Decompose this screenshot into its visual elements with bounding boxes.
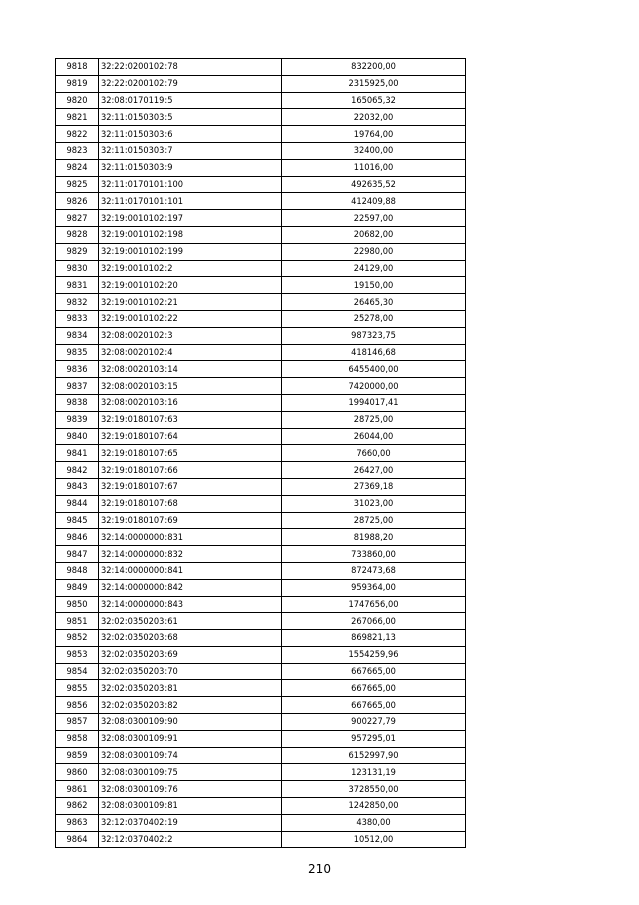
table-row [56, 142, 466, 159]
row-number-cell: 9821 [56, 109, 99, 126]
row-number-cell: 9862 [56, 798, 99, 815]
table-row [56, 226, 466, 243]
row-number-cell: 9843 [56, 478, 99, 495]
row-number-cell: 9846 [56, 529, 99, 546]
cadastral-number-cell: 32:19:0010102:20 [99, 277, 282, 294]
table-row [56, 546, 466, 563]
table-row [56, 159, 466, 176]
cadastral-number-cell: 32:19:0010102:197 [99, 210, 282, 227]
table-row [56, 75, 466, 92]
value-cell: 25278,00 [282, 310, 466, 327]
table-row [56, 378, 466, 395]
table-row [56, 428, 466, 445]
cadastral-number-cell: 32:08:0300109:81 [99, 798, 282, 815]
table-row [56, 294, 466, 311]
table-row [56, 814, 466, 831]
row-number-cell: 9856 [56, 697, 99, 714]
row-number-cell: 9824 [56, 159, 99, 176]
value-cell: 7420000,00 [282, 378, 466, 395]
data-table [55, 58, 466, 848]
value-cell: 22597,00 [282, 210, 466, 227]
value-cell: 1554259,96 [282, 646, 466, 663]
row-number-cell: 9832 [56, 294, 99, 311]
cadastral-number-cell: 32:08:0300109:74 [99, 747, 282, 764]
cadastral-number-cell: 32:11:0170101:100 [99, 176, 282, 193]
row-number-cell: 9828 [56, 226, 99, 243]
table-row [56, 243, 466, 260]
cadastral-number-cell: 32:08:0020102:4 [99, 344, 282, 361]
cadastral-number-cell: 32:14:0000000:831 [99, 529, 282, 546]
cadastral-number-cell: 32:08:0300109:75 [99, 764, 282, 781]
row-number-cell: 9835 [56, 344, 99, 361]
row-number-cell: 9834 [56, 327, 99, 344]
value-cell: 123131,19 [282, 764, 466, 781]
cadastral-number-cell: 32:19:0180107:66 [99, 462, 282, 479]
row-number-cell: 9823 [56, 142, 99, 159]
value-cell: 267066,00 [282, 613, 466, 630]
cadastral-number-cell: 32:02:0350203:68 [99, 630, 282, 647]
table-row [56, 646, 466, 663]
row-number-cell: 9844 [56, 495, 99, 512]
cadastral-number-cell: 32:19:0180107:64 [99, 428, 282, 445]
table-row [56, 411, 466, 428]
cadastral-number-cell: 32:08:0170119:5 [99, 92, 282, 109]
table-row [56, 59, 466, 76]
table-row [56, 193, 466, 210]
row-number-cell: 9827 [56, 210, 99, 227]
value-cell: 22032,00 [282, 109, 466, 126]
value-cell: 81988,20 [282, 529, 466, 546]
row-number-cell: 9840 [56, 428, 99, 445]
row-number-cell: 9822 [56, 126, 99, 143]
value-cell: 6152997,90 [282, 747, 466, 764]
row-number-cell: 9825 [56, 176, 99, 193]
value-cell: 165065,32 [282, 92, 466, 109]
table-row [56, 714, 466, 731]
table-row [56, 344, 466, 361]
cadastral-number-cell: 32:08:0300109:76 [99, 781, 282, 798]
cadastral-number-cell: 32:19:0010102:2 [99, 260, 282, 277]
row-number-cell: 9847 [56, 546, 99, 563]
row-number-cell: 9861 [56, 781, 99, 798]
value-cell: 987323,75 [282, 327, 466, 344]
row-number-cell: 9839 [56, 411, 99, 428]
row-number-cell: 9833 [56, 310, 99, 327]
row-number-cell: 9841 [56, 445, 99, 462]
value-cell: 20682,00 [282, 226, 466, 243]
value-cell: 26465,30 [282, 294, 466, 311]
table-row [56, 680, 466, 697]
row-number-cell: 9842 [56, 462, 99, 479]
row-number-cell: 9848 [56, 562, 99, 579]
table-row [56, 92, 466, 109]
page-number: 210 [308, 862, 331, 876]
cadastral-number-cell: 32:12:0370402:19 [99, 814, 282, 831]
value-cell: 28725,00 [282, 411, 466, 428]
table-row [56, 831, 466, 848]
table-row [56, 798, 466, 815]
value-cell: 869821,13 [282, 630, 466, 647]
cadastral-number-cell: 32:11:0150303:5 [99, 109, 282, 126]
table-row [56, 260, 466, 277]
row-number-cell: 9864 [56, 831, 99, 848]
value-cell: 959364,00 [282, 579, 466, 596]
table-row [56, 327, 466, 344]
table-row [56, 613, 466, 630]
cadastral-number-cell: 32:19:0180107:63 [99, 411, 282, 428]
value-cell: 872473,68 [282, 562, 466, 579]
cadastral-number-cell: 32:22:0200102:78 [99, 59, 282, 76]
value-cell: 7660,00 [282, 445, 466, 462]
value-cell: 27369,18 [282, 478, 466, 495]
table-row [56, 310, 466, 327]
cadastral-number-cell: 32:02:0350203:81 [99, 680, 282, 697]
table-row [56, 445, 466, 462]
cadastral-number-cell: 32:19:0010102:198 [99, 226, 282, 243]
table-row [56, 176, 466, 193]
value-cell: 31023,00 [282, 495, 466, 512]
table-row [56, 630, 466, 647]
cadastral-number-cell: 32:19:0180107:65 [99, 445, 282, 462]
cadastral-number-cell: 32:02:0350203:61 [99, 613, 282, 630]
row-number-cell: 9838 [56, 394, 99, 411]
cadastral-number-cell: 32:08:0300109:91 [99, 730, 282, 747]
row-number-cell: 9860 [56, 764, 99, 781]
cadastral-number-cell: 32:08:0020103:14 [99, 361, 282, 378]
row-number-cell: 9845 [56, 512, 99, 529]
table-row [56, 512, 466, 529]
table-row [56, 596, 466, 613]
cadastral-number-cell: 32:08:0300109:90 [99, 714, 282, 731]
value-cell: 1747656,00 [282, 596, 466, 613]
value-cell: 32400,00 [282, 142, 466, 159]
cadastral-number-cell: 32:14:0000000:841 [99, 562, 282, 579]
row-number-cell: 9820 [56, 92, 99, 109]
table-row [56, 495, 466, 512]
table-row [56, 529, 466, 546]
cadastral-number-cell: 32:19:0010102:199 [99, 243, 282, 260]
table-row [56, 462, 466, 479]
value-cell: 24129,00 [282, 260, 466, 277]
cadastral-number-cell: 32:14:0000000:843 [99, 596, 282, 613]
cadastral-number-cell: 32:02:0350203:69 [99, 646, 282, 663]
row-number-cell: 9857 [56, 714, 99, 731]
row-number-cell: 9826 [56, 193, 99, 210]
value-cell: 667665,00 [282, 663, 466, 680]
cadastral-number-cell: 32:12:0370402:2 [99, 831, 282, 848]
value-cell: 26427,00 [282, 462, 466, 479]
row-number-cell: 9836 [56, 361, 99, 378]
value-cell: 2315925,00 [282, 75, 466, 92]
value-cell: 418146,68 [282, 344, 466, 361]
row-number-cell: 9855 [56, 680, 99, 697]
table-row [56, 562, 466, 579]
table-row [56, 126, 466, 143]
cadastral-number-cell: 32:08:0020103:15 [99, 378, 282, 395]
cadastral-number-cell: 32:11:0150303:7 [99, 142, 282, 159]
value-cell: 19764,00 [282, 126, 466, 143]
cadastral-number-cell: 32:22:0200102:79 [99, 75, 282, 92]
value-cell: 492635,52 [282, 176, 466, 193]
row-number-cell: 9837 [56, 378, 99, 395]
cadastral-number-cell: 32:08:0020103:16 [99, 394, 282, 411]
table-row [56, 781, 466, 798]
cadastral-number-cell: 32:14:0000000:832 [99, 546, 282, 563]
value-cell: 667665,00 [282, 680, 466, 697]
row-number-cell: 9830 [56, 260, 99, 277]
value-cell: 4380,00 [282, 814, 466, 831]
value-cell: 733860,00 [282, 546, 466, 563]
table-row [56, 478, 466, 495]
value-cell: 10512,00 [282, 831, 466, 848]
value-cell: 832200,00 [282, 59, 466, 76]
cadastral-number-cell: 32:19:0010102:21 [99, 294, 282, 311]
table-row [56, 277, 466, 294]
cadastral-number-cell: 32:11:0150303:9 [99, 159, 282, 176]
table-row [56, 730, 466, 747]
row-number-cell: 9829 [56, 243, 99, 260]
value-cell: 667665,00 [282, 697, 466, 714]
row-number-cell: 9859 [56, 747, 99, 764]
cadastral-number-cell: 32:19:0180107:67 [99, 478, 282, 495]
value-cell: 1994017,41 [282, 394, 466, 411]
cadastral-number-cell: 32:19:0180107:68 [99, 495, 282, 512]
cadastral-number-cell: 32:11:0150303:6 [99, 126, 282, 143]
value-cell: 22980,00 [282, 243, 466, 260]
value-cell: 26044,00 [282, 428, 466, 445]
value-cell: 11016,00 [282, 159, 466, 176]
value-cell: 3728550,00 [282, 781, 466, 798]
row-number-cell: 9854 [56, 663, 99, 680]
value-cell: 19150,00 [282, 277, 466, 294]
table-row [56, 764, 466, 781]
table-row [56, 579, 466, 596]
table-body [56, 59, 466, 848]
value-cell: 900227,79 [282, 714, 466, 731]
value-cell: 28725,00 [282, 512, 466, 529]
table-row [56, 361, 466, 378]
row-number-cell: 9853 [56, 646, 99, 663]
cadastral-number-cell: 32:08:0020102:3 [99, 327, 282, 344]
table-row [56, 210, 466, 227]
row-number-cell: 9863 [56, 814, 99, 831]
row-number-cell: 9819 [56, 75, 99, 92]
row-number-cell: 9831 [56, 277, 99, 294]
value-cell: 957295,01 [282, 730, 466, 747]
row-number-cell: 9851 [56, 613, 99, 630]
cadastral-number-cell: 32:11:0170101:101 [99, 193, 282, 210]
table-row [56, 109, 466, 126]
table-row [56, 697, 466, 714]
cadastral-number-cell: 32:02:0350203:70 [99, 663, 282, 680]
value-cell: 1242850,00 [282, 798, 466, 815]
cadastral-number-cell: 32:02:0350203:82 [99, 697, 282, 714]
table-row [56, 747, 466, 764]
row-number-cell: 9849 [56, 579, 99, 596]
cadastral-number-cell: 32:14:0000000:842 [99, 579, 282, 596]
table-row [56, 663, 466, 680]
table-row [56, 394, 466, 411]
cadastral-number-cell: 32:19:0180107:69 [99, 512, 282, 529]
value-cell: 412409,88 [282, 193, 466, 210]
row-number-cell: 9852 [56, 630, 99, 647]
cadastral-number-cell: 32:19:0010102:22 [99, 310, 282, 327]
value-cell: 6455400,00 [282, 361, 466, 378]
row-number-cell: 9858 [56, 730, 99, 747]
row-number-cell: 9850 [56, 596, 99, 613]
row-number-cell: 9818 [56, 59, 99, 76]
